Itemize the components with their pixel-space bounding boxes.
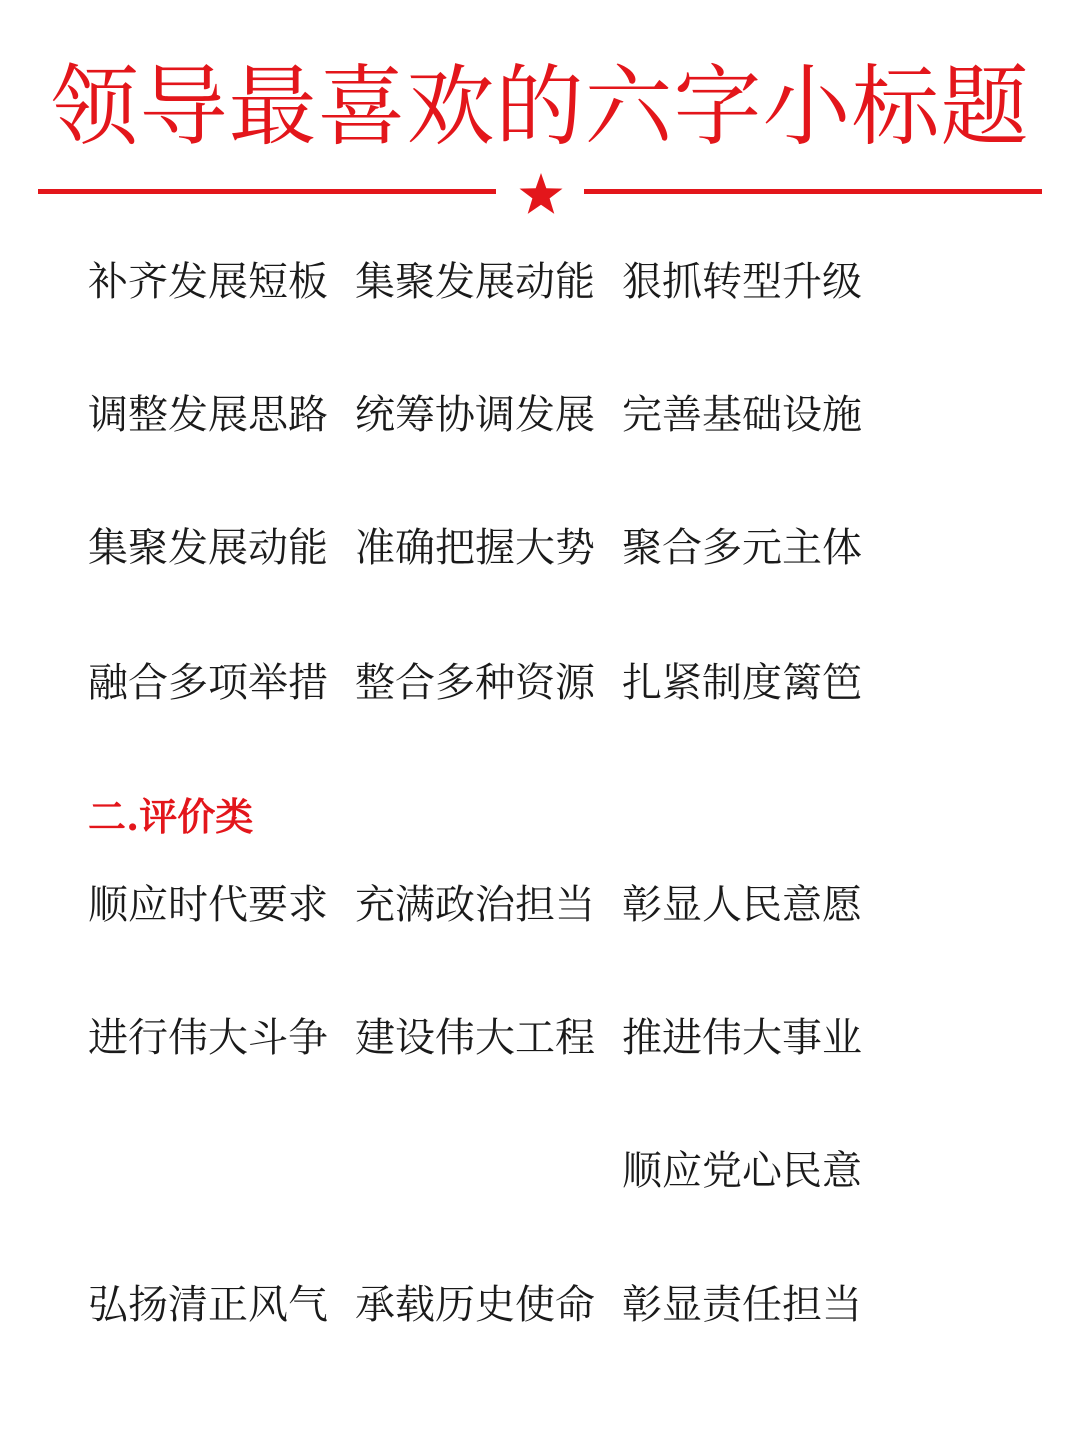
phrase-item: 完善基础设施 <box>622 392 862 438</box>
phrase-row <box>0 1010 1080 1066</box>
phrase-row <box>0 520 1080 576</box>
phrase-row <box>0 254 1080 310</box>
phrase-item: 彰显责任担当 <box>622 1282 862 1328</box>
phrase-row <box>0 387 1080 443</box>
section-heading: 二.评价类 <box>88 794 254 839</box>
phrase-item: 顺应时代要求 <box>88 882 328 928</box>
phrase-item: 推进伟大事业 <box>622 1015 862 1061</box>
phrase-item: 集聚发展动能 <box>88 525 328 571</box>
phrase-item: 狠抓转型升级 <box>622 259 862 305</box>
phrase-item: 聚合多元主体 <box>622 525 862 571</box>
phrase-item: 补齐发展短板 <box>88 259 328 305</box>
phrase-item: 顺应党心民意 <box>622 1148 862 1194</box>
divider-line-left <box>38 189 496 194</box>
phrase-item: 建设伟大工程 <box>355 1015 595 1061</box>
phrase-item: 彰显人民意愿 <box>622 882 862 928</box>
page-title: 领导最喜欢的六字小标题 <box>50 55 1030 158</box>
phrase-item: 统筹协调发展 <box>355 392 595 438</box>
phrase-row <box>0 1143 1080 1199</box>
phrase-item: 充满政治担当 <box>355 882 595 928</box>
phrase-item: 进行伟大斗争 <box>88 1015 328 1061</box>
phrase-row <box>0 877 1080 933</box>
phrase-item: 扎紧制度篱笆 <box>622 660 862 706</box>
phrase-row <box>0 1277 1080 1333</box>
phrase-item: 调整发展思路 <box>88 392 328 438</box>
star-icon <box>518 172 564 216</box>
phrase-item: 弘扬清正风气 <box>88 1282 328 1328</box>
phrase-item: 融合多项举措 <box>88 660 328 706</box>
phrase-item: 准确把握大势 <box>355 525 595 571</box>
phrase-item: 集聚发展动能 <box>355 259 595 305</box>
phrase-item: 承载历史使命 <box>355 1282 595 1328</box>
phrase-item: 整合多种资源 <box>355 660 595 706</box>
divider-line-right <box>584 189 1042 194</box>
phrase-row <box>0 655 1080 711</box>
